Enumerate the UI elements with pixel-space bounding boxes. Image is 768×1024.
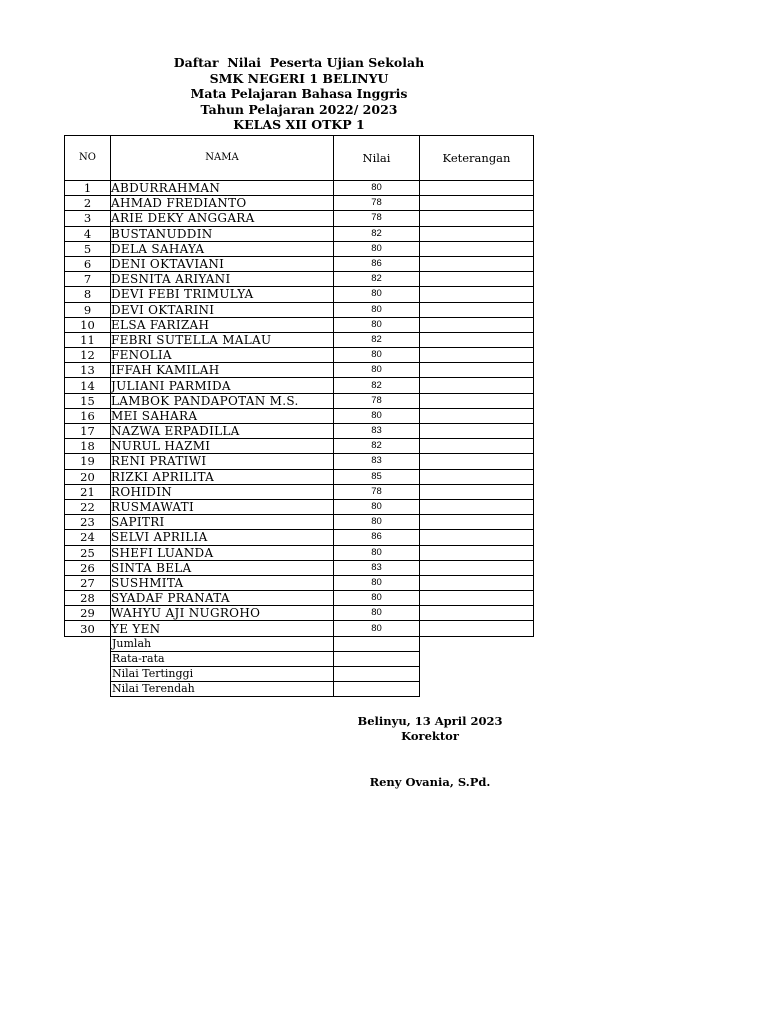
row-no-cell: 7 [65,272,111,287]
row-nilai-cell: 80 [334,621,420,636]
row-keterangan-cell [420,241,534,256]
row-no-cell: 24 [65,530,111,545]
row-nilai-cell: 80 [334,408,420,423]
table-row [65,591,534,606]
table-row [65,226,534,241]
row-no-cell: 12 [65,348,111,363]
row-no-cell: 6 [65,256,111,271]
summary-spacer [65,667,111,682]
document-header [0,55,598,133]
summary-spacer [420,667,534,682]
row-nama-cell: NAZWA ERPADILLA [111,424,334,439]
row-nilai-cell: 80 [334,591,420,606]
row-nama-cell: MEI SAHARA [111,408,334,423]
row-keterangan-cell [420,302,534,317]
row-nilai-cell: 82 [334,332,420,347]
table-row [65,332,534,347]
table-row [65,393,534,408]
row-keterangan-cell [420,515,534,530]
row-nilai-cell: 80 [334,317,420,332]
row-nilai-cell: 86 [334,256,420,271]
row-nama-cell: ARIE DEKY ANGGARA [111,211,334,226]
row-nilai-cell: 82 [334,378,420,393]
header-title: Daftar Nilai Peserta Ujian Sekolah [173,55,425,70]
summary-spacer [420,636,534,651]
table-row [65,499,534,514]
row-nama-cell: JULIANI PARMIDA [111,378,334,393]
row-keterangan-cell [420,469,534,484]
row-no-cell: 17 [65,424,111,439]
table-row [65,408,534,423]
row-nama-cell: DESNITA ARIYANI [111,272,334,287]
row-nilai-cell: 80 [334,575,420,590]
table-row [65,575,534,590]
row-nama-cell: ROHIDIN [111,484,334,499]
table-row [65,317,534,332]
row-nama-cell: SAPITRI [111,515,334,530]
row-no-cell: 5 [65,241,111,256]
signature-name: Reny Ovania, S.Pd. [369,775,491,789]
row-nama-cell: SELVI APRILIA [111,530,334,545]
table-row [65,256,534,271]
row-nilai-cell: 80 [334,302,420,317]
table-row [65,484,534,499]
row-keterangan-cell [420,530,534,545]
row-nilai-cell: 83 [334,424,420,439]
row-no-cell: 22 [65,499,111,514]
column-header-no: NO [65,136,111,181]
row-no-cell: 2 [65,196,111,211]
row-nilai-cell: 78 [334,211,420,226]
summary-spacer [65,636,111,651]
row-nilai-cell: 82 [334,272,420,287]
column-header-nama: NAMA [111,136,334,181]
row-keterangan-cell [420,545,534,560]
row-nama-cell: ABDURRAHMAN [111,181,334,196]
row-nama-cell: AHMAD FREDIANTO [111,196,334,211]
row-keterangan-cell [420,499,534,514]
signature-place-date: Belinyu, 13 April 2023 [357,714,503,728]
table-row [65,469,534,484]
table-row [65,515,534,530]
row-keterangan-cell [420,272,534,287]
summary-label: Jumlah [111,636,334,651]
table-row [65,196,534,211]
row-no-cell: 25 [65,545,111,560]
summary-value-cell [334,651,420,666]
row-keterangan-cell [420,332,534,347]
row-nama-cell: SINTA BELA [111,560,334,575]
row-nilai-cell: 80 [334,181,420,196]
row-no-cell: 14 [65,378,111,393]
table-row [65,363,534,378]
row-keterangan-cell [420,484,534,499]
row-no-cell: 4 [65,226,111,241]
column-header-nilai: Nilai [334,136,420,181]
table-row [65,621,534,636]
row-nama-cell: RUSMAWATI [111,499,334,514]
row-nama-cell: SHEFI LUANDA [111,545,334,560]
row-nilai-cell: 83 [334,560,420,575]
summary-row [65,667,534,682]
row-keterangan-cell [420,454,534,469]
header-year: Tahun Pelajaran 2022/ 2023 [200,101,398,117]
row-no-cell: 28 [65,591,111,606]
row-no-cell: 26 [65,560,111,575]
row-no-cell: 19 [65,454,111,469]
row-nama-cell: IFFAH KAMILAH [111,363,334,378]
header-subject: Mata Pelajaran Bahasa Inggris [190,86,408,101]
grades-table [64,135,534,697]
row-keterangan-cell [420,408,534,423]
row-nama-cell: DEVI OKTARINI [111,302,334,317]
row-nilai-cell: 80 [334,545,420,560]
summary-value-cell [334,682,420,697]
row-nama-cell: FENOLIA [111,348,334,363]
row-no-cell: 10 [65,317,111,332]
row-nama-cell: SUSHMITA [111,575,334,590]
table-row [65,439,534,454]
row-keterangan-cell [420,256,534,271]
table-row [65,545,534,560]
row-nama-cell: RENI PRATIWI [111,454,334,469]
row-no-cell: 11 [65,332,111,347]
row-keterangan-cell [420,424,534,439]
row-no-cell: 27 [65,575,111,590]
summary-label: Nilai Terendah [111,682,334,697]
row-nilai-cell: 80 [334,348,420,363]
row-keterangan-cell [420,196,534,211]
table-row [65,378,534,393]
table-row [65,181,534,196]
summary-row [65,651,534,666]
row-no-cell: 13 [65,363,111,378]
row-nama-cell: RIZKI APRILITA [111,469,334,484]
summary-value-cell [334,636,420,651]
header-class: KELAS XII OTKP 1 [233,117,365,132]
table-row [65,241,534,256]
summary-spacer [65,682,111,697]
table-row [65,560,534,575]
row-keterangan-cell [420,211,534,226]
table-row [65,272,534,287]
row-nilai-cell: 85 [334,469,420,484]
summary-row [65,682,534,697]
row-nama-cell: WAHYU AJI NUGROHO [111,606,334,621]
summary-spacer [420,682,534,697]
row-nilai-cell: 78 [334,484,420,499]
table-row [65,606,534,621]
row-nilai-cell: 80 [334,363,420,378]
row-nilai-cell: 80 [334,515,420,530]
table-row [65,454,534,469]
row-nilai-cell: 82 [334,439,420,454]
row-keterangan-cell [420,348,534,363]
row-no-cell: 9 [65,302,111,317]
row-keterangan-cell [420,575,534,590]
row-no-cell: 18 [65,439,111,454]
row-nama-cell: SYADAF PRANATA [111,591,334,606]
row-keterangan-cell [420,363,534,378]
summary-row [65,636,534,651]
row-nilai-cell: 78 [334,393,420,408]
row-keterangan-cell [420,591,534,606]
table-row [65,530,534,545]
table-row [65,287,534,302]
row-no-cell: 3 [65,211,111,226]
row-no-cell: 30 [65,621,111,636]
row-keterangan-cell [420,560,534,575]
table-row [65,302,534,317]
row-nama-cell: DEVI FEBI TRIMULYA [111,287,334,302]
summary-value-cell [334,667,420,682]
header-school: SMK NEGERI 1 BELINYU [209,70,389,86]
row-keterangan-cell [420,226,534,241]
row-no-cell: 1 [65,181,111,196]
row-no-cell: 23 [65,515,111,530]
row-nama-cell: NURUL HAZMI [111,439,334,454]
table-row [65,424,534,439]
row-no-cell: 8 [65,287,111,302]
row-nilai-cell: 80 [334,287,420,302]
row-keterangan-cell [420,621,534,636]
row-nama-cell: DENI OKTAVIANI [111,256,334,271]
row-keterangan-cell [420,606,534,621]
signature-role: Korektor [401,729,459,743]
summary-label: Rata-rata [111,651,334,666]
column-header-keterangan: Keterangan [420,136,534,181]
row-nama-cell: YE YEN [111,621,334,636]
table-header-row [65,136,534,181]
row-no-cell: 21 [65,484,111,499]
row-keterangan-cell [420,393,534,408]
table-row [65,348,534,363]
row-no-cell: 16 [65,408,111,423]
row-no-cell: 29 [65,606,111,621]
row-nilai-cell: 80 [334,606,420,621]
row-keterangan-cell [420,439,534,454]
row-nama-cell: LAMBOK PANDAPOTAN M.S. [111,393,334,408]
row-nilai-cell: 80 [334,241,420,256]
row-keterangan-cell [420,287,534,302]
table-row [65,211,534,226]
row-nama-cell: FEBRI SUTELLA MALAU [111,332,334,347]
row-nama-cell: BUSTANUDDIN [111,226,334,241]
row-nama-cell: DELA SAHAYA [111,241,334,256]
row-keterangan-cell [420,317,534,332]
row-nilai-cell: 83 [334,454,420,469]
summary-spacer [65,651,111,666]
summary-spacer [420,651,534,666]
summary-label: Nilai Tertinggi [111,667,334,682]
row-nama-cell: ELSA FARIZAH [111,317,334,332]
row-keterangan-cell [420,181,534,196]
row-no-cell: 15 [65,393,111,408]
row-nilai-cell: 82 [334,226,420,241]
row-nilai-cell: 86 [334,530,420,545]
row-nilai-cell: 78 [334,196,420,211]
row-keterangan-cell [420,378,534,393]
row-nilai-cell: 80 [334,499,420,514]
row-no-cell: 20 [65,469,111,484]
